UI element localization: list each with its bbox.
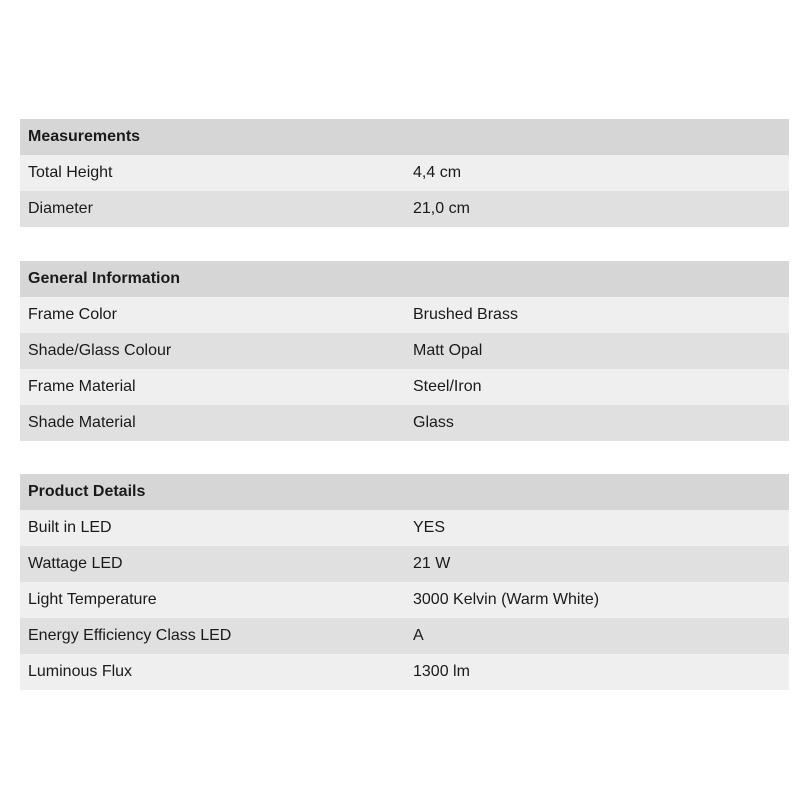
table-row bbox=[20, 654, 789, 690]
row-value: 4,4 cm bbox=[413, 164, 462, 181]
table-row bbox=[20, 510, 789, 546]
section-header bbox=[20, 474, 789, 510]
row-value: Brushed Brass bbox=[413, 306, 518, 323]
general-information-table bbox=[20, 261, 789, 441]
table-row bbox=[20, 333, 789, 369]
row-value: 21 W bbox=[413, 555, 451, 572]
section-title: Product Details bbox=[28, 483, 146, 500]
measurements-table bbox=[20, 119, 789, 227]
section-title: Measurements bbox=[28, 128, 141, 145]
row-value: 3000 Kelvin (Warm White) bbox=[413, 591, 600, 608]
row-value: A bbox=[413, 627, 424, 644]
row-label: Luminous Flux bbox=[28, 663, 133, 680]
section-header bbox=[20, 261, 789, 297]
table-row bbox=[20, 582, 789, 618]
row-label: Built in LED bbox=[28, 519, 112, 536]
product-details-table bbox=[20, 474, 789, 690]
row-label: Shade/Glass Colour bbox=[28, 342, 172, 359]
table-row bbox=[20, 297, 789, 333]
row-label: Frame Material bbox=[28, 378, 136, 395]
table-row bbox=[20, 155, 789, 191]
row-value: 1300 lm bbox=[413, 663, 470, 680]
row-label: Energy Efficiency Class LED bbox=[28, 627, 232, 644]
row-label: Shade Material bbox=[28, 414, 136, 431]
row-label: Light Temperature bbox=[28, 591, 157, 608]
row-label: Total Height bbox=[28, 164, 113, 181]
table-row bbox=[20, 405, 789, 441]
row-value: YES bbox=[413, 519, 446, 536]
table-row bbox=[20, 546, 789, 582]
row-label: Wattage LED bbox=[28, 555, 123, 572]
row-label: Diameter bbox=[28, 200, 93, 217]
table-row bbox=[20, 618, 789, 654]
row-label: Frame Color bbox=[28, 306, 117, 323]
row-value: Matt Opal bbox=[413, 342, 483, 359]
row-value: Steel/Iron bbox=[413, 378, 482, 395]
table-row bbox=[20, 369, 789, 405]
table-row bbox=[20, 191, 789, 227]
section-title: General Information bbox=[28, 270, 181, 287]
section-header bbox=[20, 119, 789, 155]
row-value: Glass bbox=[413, 414, 454, 431]
row-value: 21,0 cm bbox=[413, 200, 470, 217]
